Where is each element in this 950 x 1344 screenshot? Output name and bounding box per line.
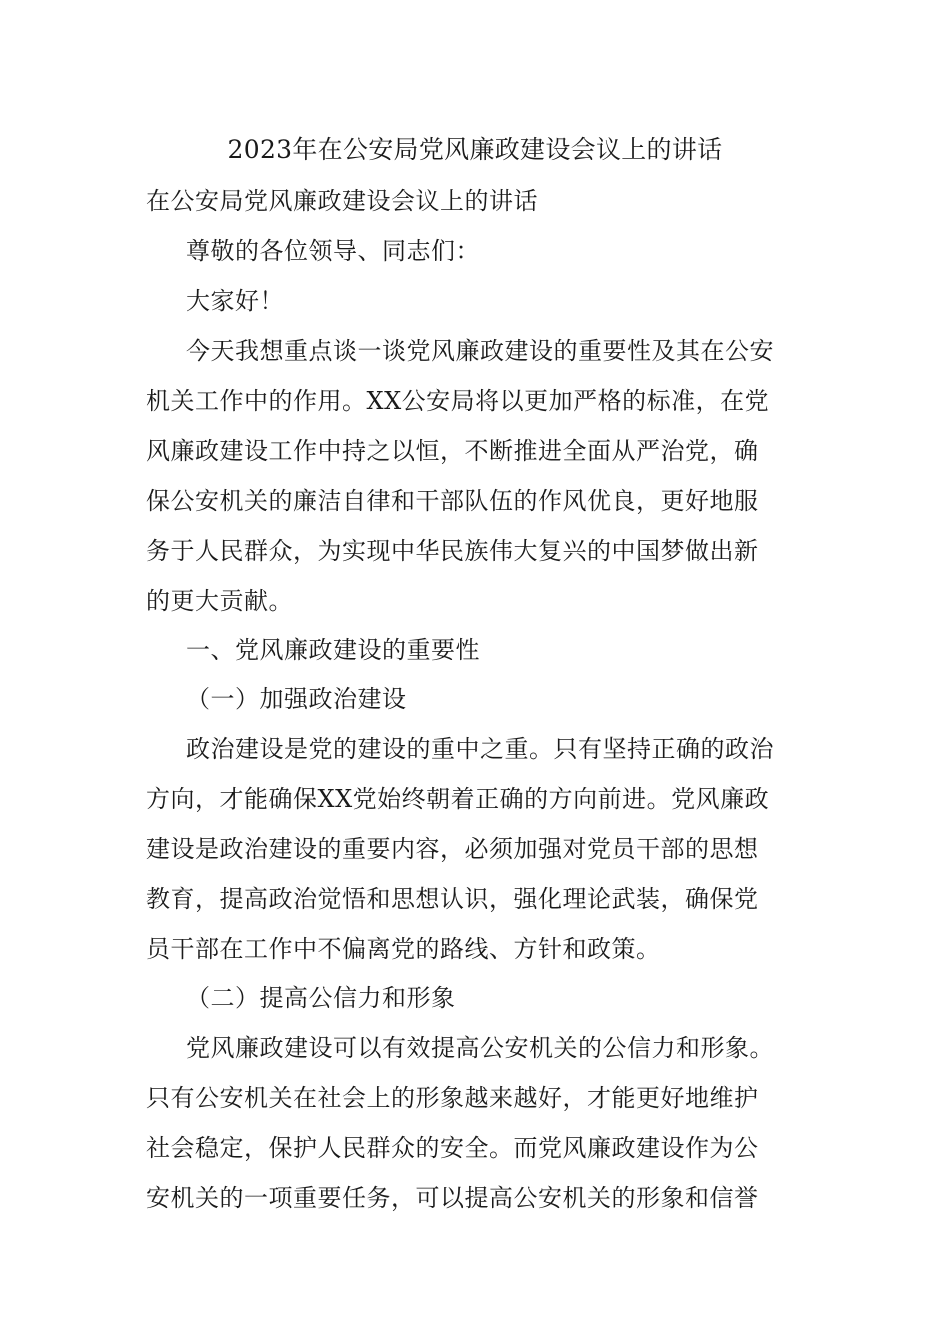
paragraph-line: 风廉政建设工作中持之以恒，不断推进全面从严治党，确	[146, 437, 759, 465]
paragraph-line: 党风廉政建设可以有效提高公安机关的公信力和形象。	[186, 1034, 774, 1062]
subsection-heading: （二）提高公信力和形象	[186, 984, 456, 1012]
subsection-heading: （一）加强政治建设	[186, 685, 407, 713]
paragraph-line: 员干部在工作中不偏离党的路线、方针和政策。	[146, 935, 661, 963]
paragraph-line: 建设是政治建设的重要内容，必须加强对党员干部的思想	[146, 835, 759, 863]
paragraph-line: 今天我想重点谈一谈党风廉政建设的重要性及其在公安	[186, 337, 774, 365]
paragraph-line: 只有公安机关在社会上的形象越来越好，才能更好地维护	[146, 1084, 759, 1112]
paragraph-line: 政治建设是党的建设的重中之重。只有坚持正确的政治	[186, 735, 774, 763]
paragraph-line: 机关工作中的作用。XX公安局将以更加严格的标准，在党	[146, 387, 770, 415]
paragraph-line: 保公安机关的廉洁自律和干部队伍的作风优良，更好地服	[146, 487, 759, 515]
paragraph-line: 务于人民群众，为实现中华民族伟大复兴的中国梦做出新	[146, 537, 759, 565]
paragraph-line: 方向，才能确保XX党始终朝着正确的方向前进。党风廉政	[146, 785, 770, 813]
paragraph-line: 社会稳定，保护人民群众的安全。而党风廉政建设作为公	[146, 1134, 759, 1162]
paragraph-line: 的更大贡献。	[146, 587, 293, 615]
document-subtitle: 在公安局党风廉政建设会议上的讲话	[146, 187, 538, 215]
greeting-line: 尊敬的各位领导、同志们：	[186, 237, 480, 265]
document-title: 2023年在公安局党风廉政建设会议上的讲话	[227, 135, 723, 164]
paragraph-line: 安机关的一项重要任务，可以提高公安机关的形象和信誉	[146, 1184, 759, 1212]
hello-line: 大家好！	[186, 287, 284, 315]
paragraph-line: 教育，提高政治觉悟和思想认识，强化理论武装，确保党	[146, 885, 759, 913]
section-heading: 一、党风廉政建设的重要性	[186, 636, 480, 664]
